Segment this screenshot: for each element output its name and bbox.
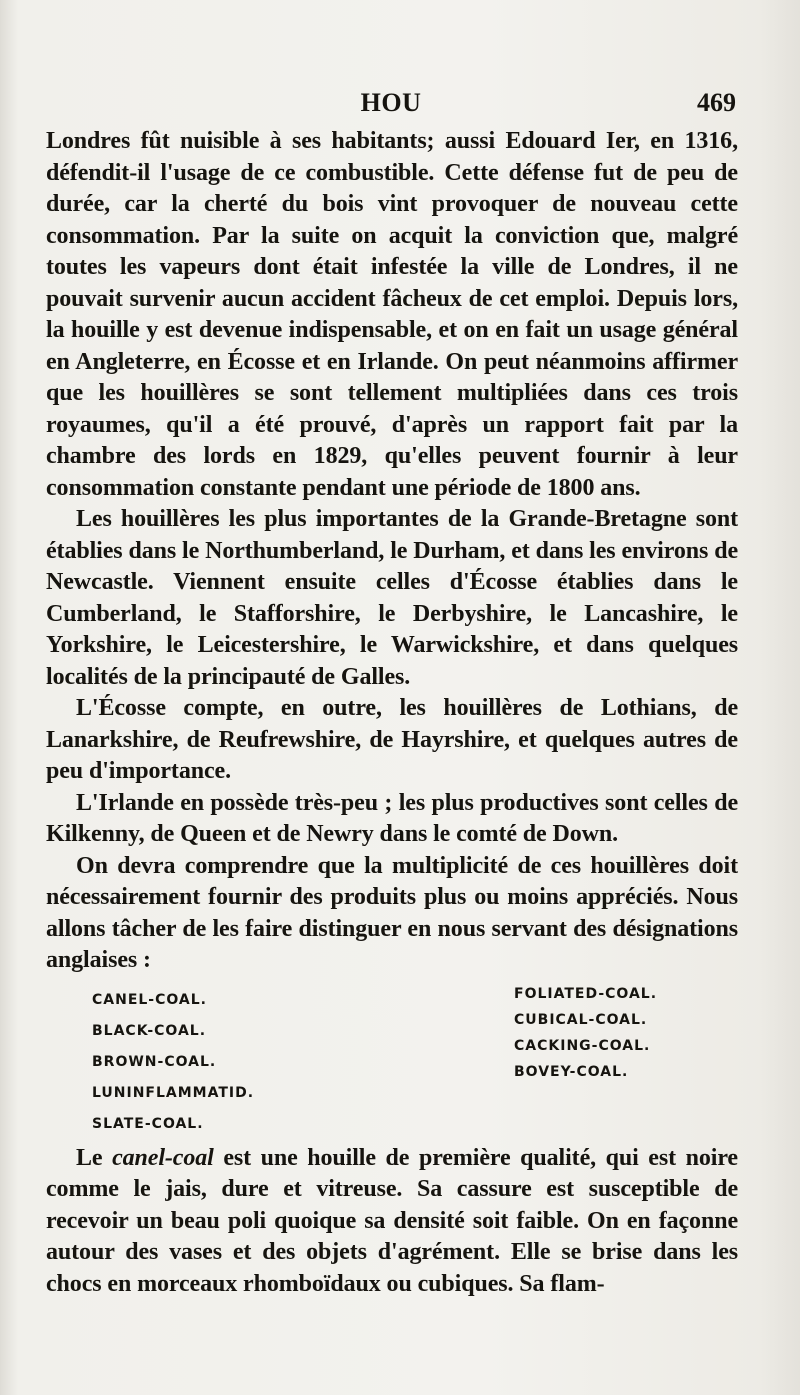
- term-item: CANEL-COAL.: [92, 991, 207, 1008]
- paragraph-4: L'Irlande en possède très-peu ; les plus productives sont celles de Kilkenny, de Queen et de Newry dans le comté de Down.: [46, 789, 738, 847]
- body-text: [46, 126, 738, 1300]
- paragraph-3: L'Écosse compte, en outre, les houillères de Lothians, de Lanarkshire, de Reufrewshire, de Hayrshire, et quelques autres de peu d'importance.: [46, 695, 738, 784]
- page-number: 469: [697, 88, 736, 117]
- paragraph-5: On devra comprendre que la multiplicité de ces houillères doit nécessairement fournir des produits plus ou moins appréciés. Nous allons tâcher de les faire distinguer en nous servant des désignations anglaises :: [46, 852, 738, 973]
- coal-terms-list: [46, 985, 738, 1143]
- page-edge-shadow: [760, 0, 800, 1395]
- page-header: [46, 88, 736, 128]
- paragraph-6-rest: est une houille de première qualité, qui est noire comme le jais, dure et vitreuse. Sa cassure est susceptible de recevoir un beau poli quoique sa densité soit faible. On en façonne autour des vases et des objets d'agrément. Elle se brise dans les chocs en morceaux rhomboïdaux ou cubiques. Sa flam-: [46, 1144, 738, 1297]
- paragraph-6-lead: Le: [76, 1144, 113, 1171]
- paragraph-1: Londres fût nuisible à ses habitants; aussi Edouard Ier, en 1316, défendit-il l'usage de ce combustible. Cette défense fut de peu de durée, car la cherté du bois vint provoquer de nouveau cette consommation. Par la suite on acquit la conviction que, malgré toutes les vapeurs dont était infestée la ville de Londres, il ne pouvait survenir aucun accident fâcheux de cet emploi. Depuis lors, la houille y est devenue indispensable, et on en fait un usage général en Angleterre, en Écosse et en Irlande. On peut néanmoins affirmer que les houillères se sont tellement multipliées dans ces trois royaumes, qu'il a été prouvé, d'après un rapport fait par la chambre des lords en 1829, qu'elles peuvent fournir à leur consommation constante pendant une période de 1800 ans.: [46, 128, 738, 501]
- term-item: LUNINFLAMMATID.: [92, 1084, 255, 1101]
- canel-coal-italic: canel-coal: [112, 1144, 214, 1171]
- terms-left-column: [92, 985, 254, 1140]
- term-item: BLACK-COAL.: [92, 1022, 207, 1039]
- term-item: BROWN-COAL.: [92, 1053, 217, 1070]
- terms-right-column: [514, 981, 657, 1085]
- term-item: FOLIATED-COAL.: [514, 985, 658, 1002]
- paragraph-6: [46, 1143, 738, 1301]
- term-item: BOVEY-COAL.: [514, 1063, 629, 1080]
- term-item: CACKING-COAL.: [514, 1037, 651, 1054]
- term-item: SLATE-COAL.: [92, 1115, 204, 1132]
- term-item: CUBICAL-COAL.: [514, 1011, 648, 1028]
- paragraph-2: Les houillères les plus importantes de la Grande-Bretagne sont établies dans le Northumberland, le Durham, et dans les environs de Newcastle. Viennent ensuite celles d'Écosse établies dans le Cumberland, le Stafforshire, le Derbyshire, le Lancashire, le Yorkshire, le Leicestershire, le Warwickshire, et dans quelques localités de la principauté de Galles.: [46, 506, 738, 690]
- running-head: HOU: [360, 88, 422, 117]
